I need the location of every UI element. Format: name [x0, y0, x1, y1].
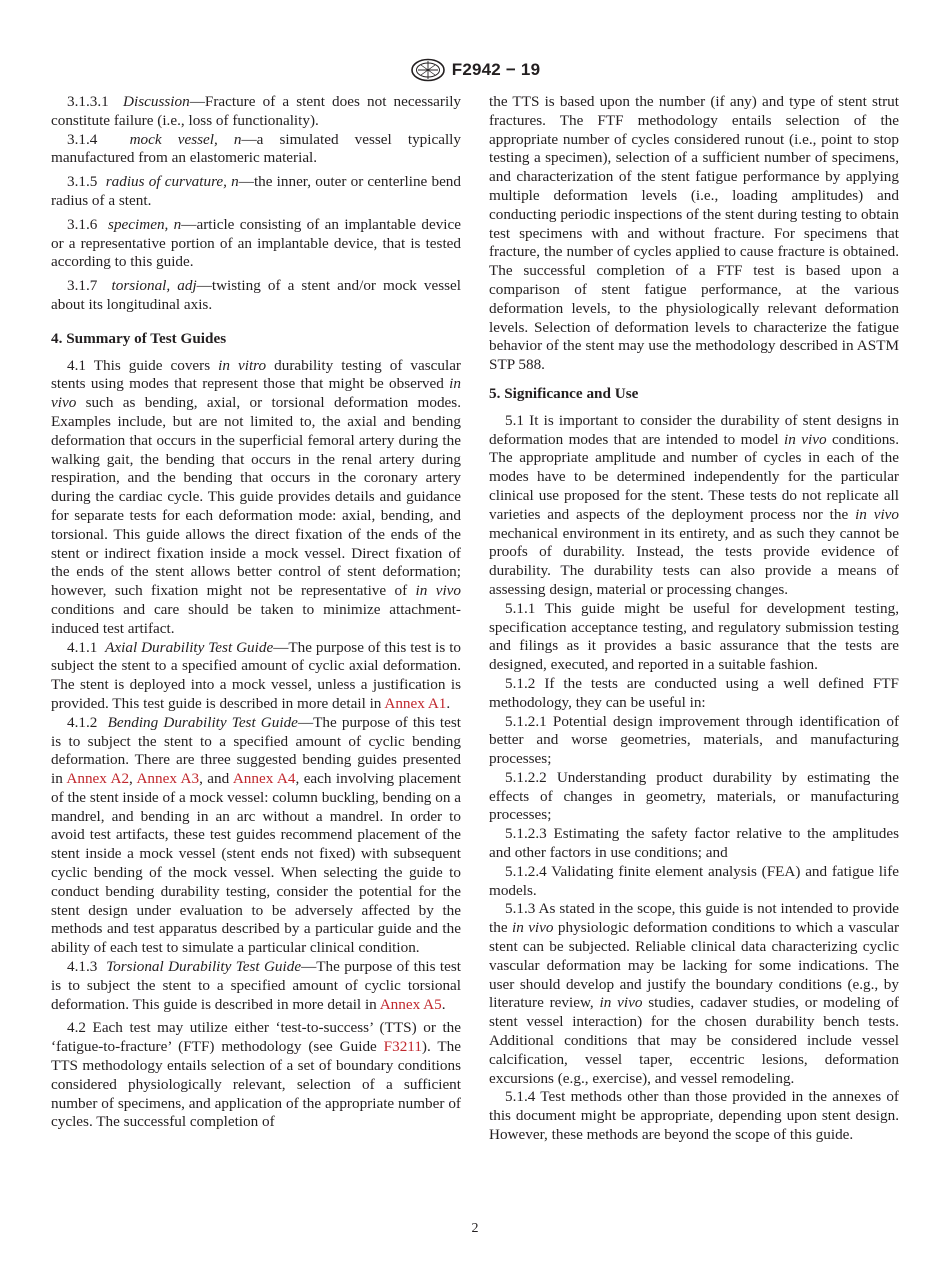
astm-logo-icon [410, 58, 446, 82]
annex-a2-link[interactable]: Annex A2 [66, 770, 130, 788]
annex-a5-link[interactable]: Annex A5 [379, 995, 442, 1013]
guide-f3211-link[interactable]: F3211 [383, 1038, 422, 1056]
paragraph-5-1-4: 5.1.4 Test methods other than those provided in the annexes of this document might be appropriate, depending upon stent design. However, these methods are beyond the scope of this guide. [489, 1088, 899, 1144]
left-column [51, 93, 461, 1132]
annex-a4-link[interactable]: Annex A4 [232, 770, 296, 788]
paragraph-5-1-2: 5.1.2 If the tests are conducted using a well defined FTF methodology, they can be useful in: [489, 674, 899, 711]
paragraph-4-1: 4.1 This guide covers in vitro durability testing of vascular stents using modes that represent those that might be observed in vivo such as bending, axial, or torsional deformation modes. Examples include, but are not limited to, the axial and bending deformation that occurs in the superficial femoral artery during the walking gait, the bending that occurs in the renal artery during respiration, and the bending that occurs in the coronary artery during the cardiac cycle. This guide provides details and guidance for separate tests for each deformation mode: axial, bending, and torsional. This guide allows the direct fixation of the ends of the stent or indirect fixation inside a mock vessel. Direct fixation of the ends of the stent allows better control of stent deformation; however, such fixation might not be representative of in vivo conditions and care should be taken to minimize attachment-induced test artifact. [51, 356, 461, 637]
definition-3-1-6: 3.1.6 specimen, n—article consisting of an implantable device or a representative portion of an implantable device, that is tested according to this guide. [51, 215, 461, 271]
paragraph-5-1-2-4: 5.1.2.4 Validating finite element analysis (FEA) and fatigue life models. [489, 862, 899, 899]
definition-3-1-3-1: 3.1.3.1 Discussion—Fracture of a stent does not necessarily constitute failure (i.e., loss of functionality). [51, 93, 462, 129]
section-5-heading: 5. Significance and Use [489, 384, 639, 402]
section-4-heading: 4. Summary of Test Guides [51, 329, 227, 347]
paragraph-5-1: 5.1 It is important to consider the durability of stent designs in deformation modes that are intended to model in vivo conditions. The appropriate amplitude and number of cycles in each of the modes have to be determined independently for the particular clinical use proposed for the stent. These tests do not replicate all varieties and aspects of the deployment process nor the in vivo mechanical environment in its entirety, and as such they cannot be proofs of durability. Instead, the tests provide evidence of durability. The durability tests can also provide a means of assessing design, material or processing changes. [489, 411, 900, 598]
paragraph-4-2-continued: the TTS is based upon the number (if any) and type of stent strut fractures. The FTF methodology entails selection of the appropriate number of cycles considered runout (i.e., point to stop testing a specimen), selection of a sufficient number of specimens, and characterization of the stent fatigue performance by applying multiple deformation levels (i.e., loading amplitudes) and conducting periodic inspections of the stent during testing to obtain test specimens with and without fracture. For specimens that fracture, the number of cycles applied to cause fracture is obtained. The successful completion of a FTF test is based upon a comparison of stent fatigue performance, at the various deformation levels, to the physiologically relevant deformation levels. Selection of deformation levels to characterize the fatigue behavior of the stent may use the methodology described in ASTM STP 588. [489, 93, 899, 374]
paragraph-5-1-1: 5.1.1 This guide might be useful for development testing, specification acceptance testing, and regulatory submission testing and filings as it provides a basic assurance that the tests are designed, executed, and reported in a suitable fashion. [489, 599, 899, 674]
paragraph-4-1-1: 4.1.1 Axial Durability Test Guide—The purpose of this test is to subject the stent to a specified amount of cyclic axial deformation. The stent is deployed into a mock vessel, unless a justification is provided. This test guide is described in more detail in Annex A1. [51, 638, 462, 712]
page-header [0, 58, 950, 82]
paragraph-4-1-3: 4.1.3 Torsional Durability Test Guide—The purpose of this test is to subject the stent to a specified amount of cyclic torsional deformation. This guide is described in more detail in Annex A5. [51, 958, 461, 1013]
definition-3-1-7: 3.1.7 torsional, adj—twisting of a stent and/or mock vessel about its longitudinal axis. [51, 277, 461, 313]
annex-a3-link[interactable]: Annex A3 [136, 770, 200, 788]
definition-3-1-4: 3.1.4 mock vessel, n—a simulated vessel typically manufactured from an elastomeric material. [51, 130, 461, 167]
right-column [489, 93, 899, 1145]
paragraph-4-2: 4.2 Each test may utilize either ‘test-to-success’ (TTS) or the ‘fatigue-to-fracture’ (FTF) methodology (see Guide F3211). The TTS methodology entails selection of a set of boundary conditions considered physiologically relevant, selection of a sufficient number of specimens, and application of the appropriate number of cycles. The successful completion of [51, 1019, 461, 1131]
paragraph-5-1-2-1: 5.1.2.1 Potential design improvement through identification of better and worse geometries, materials, and manufacturing processes; [489, 712, 899, 768]
paragraph-5-1-2-2: 5.1.2.2 Understanding product durability by estimating the effects of changes in geometry, materials, or manufacturing processes; [489, 768, 899, 824]
annex-a1-link[interactable]: Annex A1 [384, 694, 447, 712]
definition-3-1-5: 3.1.5 radius of curvature, n—the inner, outer or centerline bend radius of a stent. [51, 173, 461, 209]
standard-designation: F2942 − 19 [451, 59, 541, 79]
paragraph-4-1-2: 4.1.2 Bending Durability Test Guide—The purpose of this test is to subject the stent to a specified amount of cyclic bending deformation. There are three suggested bending guides presented in Annex A2, Annex A3, and Annex A4, each involving placement of the stent inside of a mock vessel: column buckling, bending on a mandrel, and bending in an arc without a mandrel. In order to avoid test artifacts, these test guides recommend placement of the stent inside a mock vessel (stent ends not fixed) with subsequent cyclic bending of the mock vessel. When selecting the guide to conduct bending durability testing, consider the potential for the stent design under evaluation to be adversely affected by the methods and test apparatus described by a particular guide and the ability of each test to simulate a particular clinical condition. [51, 713, 461, 957]
paragraph-5-1-3: 5.1.3 As stated in the scope, this guide is not intended to provide the in vivo physiologic deformation conditions to which a vascular stent can be subjected. Reliable clinical data characterizing cyclic vascular deformation may be lacking for some indications. The user should develop and justify the boundary conditions (e.g., by literature review, in vivo studies, cadaver studies, or modeling of stent vessel interaction) for the chosen durability bench tests. Additional conditions that may be considered include vessel calcification, vessel taper, eccentric lesions, deformation excursions (e.g., exercise), and vessel remodeling. [489, 900, 899, 1087]
page-number: 2 [471, 1221, 479, 1236]
paragraph-5-1-2-3: 5.1.2.3 Estimating the safety factor relative to the amplitudes and other factors in use conditions; and [489, 825, 899, 862]
